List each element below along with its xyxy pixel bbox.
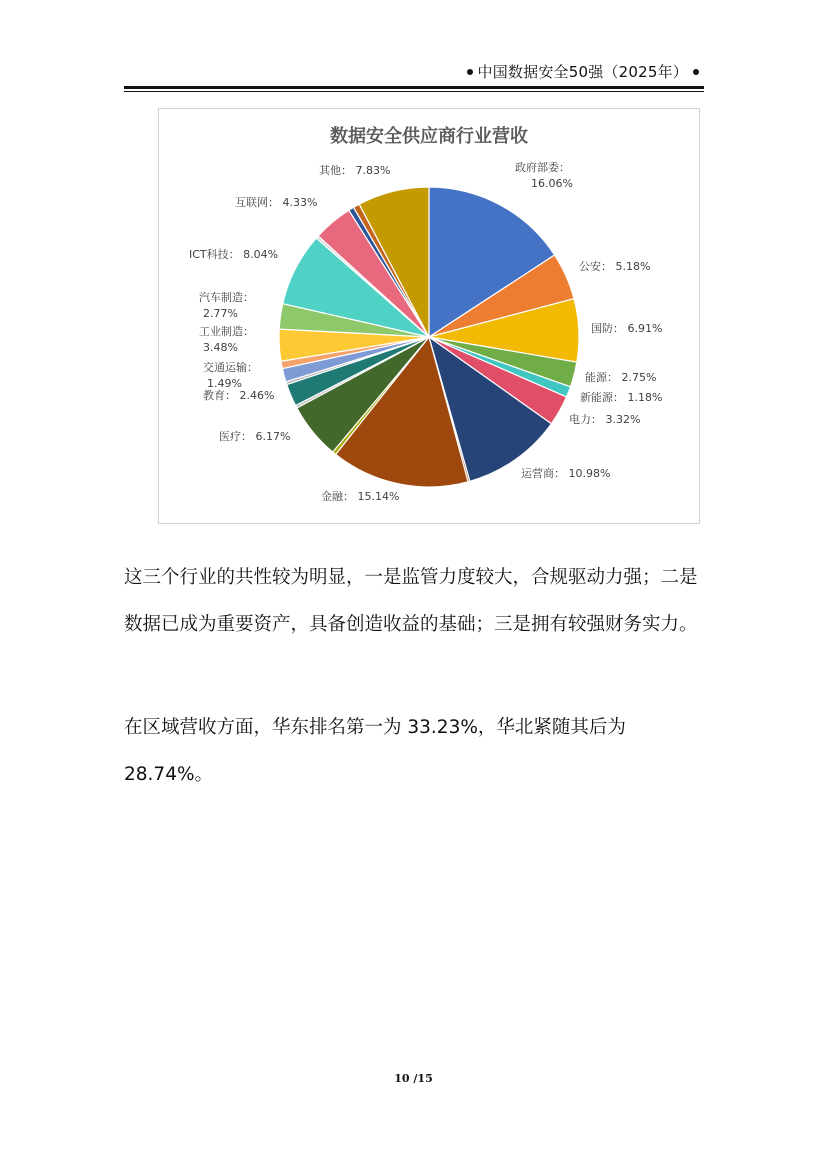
slice-data-label: 公安： 5.18% xyxy=(579,260,651,273)
bullet-icon xyxy=(467,69,473,75)
slice-data-label: ICT科技： 8.04% xyxy=(189,248,279,261)
slice-data-label: 互联网： 4.33% xyxy=(235,196,318,209)
slice-data-label: 运营商： 10.98% xyxy=(521,467,611,480)
header-rule-thick xyxy=(124,86,704,89)
slice-data-label: 教育： 2.46% xyxy=(203,389,275,402)
header-rule-thin xyxy=(124,91,704,92)
body-paragraph: 在区域营收方面，华东排名第一为 33.23%，华北紧随其后为 28.74%。 xyxy=(124,717,626,785)
body-paragraph: 这三个行业的共性较为明显，一是监管力度较大，合规驱动力强；二是数据已成为重要资产，具备创造收益的基础；三是拥有较强财务实力。 xyxy=(124,567,698,635)
slice-data-label: 医疗： 6.17% xyxy=(219,430,291,443)
bullet-icon xyxy=(693,69,699,75)
pie-chart xyxy=(159,109,699,523)
slice-data-label: 其他： 7.83% xyxy=(319,164,391,177)
slice-data-label: 国防： 6.91% xyxy=(591,322,663,335)
slice-data-label: 电力： 3.32% xyxy=(569,413,641,426)
slice-data-label: 汽车制造： 2.77% xyxy=(199,291,254,320)
header-title-wrap xyxy=(462,62,704,82)
chart-title: 数据安全供应商行业营收 xyxy=(330,126,528,147)
slice-data-label: 金融： 15.14% xyxy=(321,490,400,503)
page-number: 10 /15 xyxy=(394,1072,433,1085)
slice-data-label: 交通运输： 1.49% xyxy=(203,361,258,390)
pie-chart-frame xyxy=(158,108,700,524)
slice-data-label: 新能源： 1.18% xyxy=(580,391,663,404)
slice-data-label: 工业制造： 3.48% xyxy=(199,325,254,354)
slice-data-label: 政府部委： 16.06% xyxy=(515,161,573,190)
header-title: 中国数据安全50强（2025年） xyxy=(477,63,688,81)
slice-data-label: 能源： 2.75% xyxy=(585,371,657,384)
